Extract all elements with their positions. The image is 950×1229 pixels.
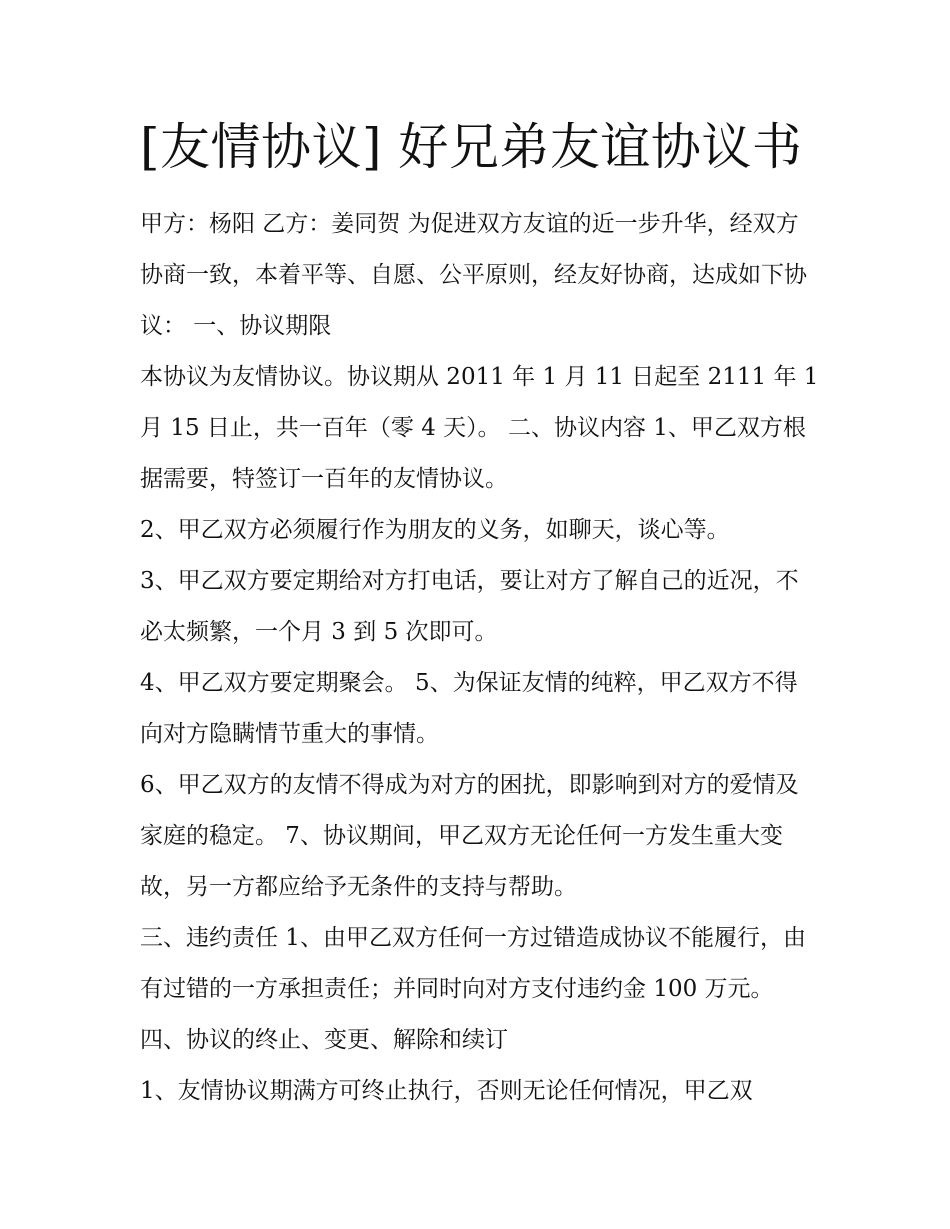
- paragraph-clause-2: 2、甲乙双方必须履行作为朋友的义务，如聊天，谈心等。: [140, 517, 730, 543]
- paragraph-liability: 三、违约责任 1、由甲乙双方任何一方过错造成协议不能履行，由有过错的一方承担责任；并同时向对方支付违约金 100 万元。 四、协议的终止、变更、解除和续订: [140, 925, 806, 1053]
- paragraph-clause-3: 3、甲乙双方要定期给对方打电话，要让对方了解自己的近况，不必太频繁，一个月 3 到 5 次即可。: [140, 568, 799, 645]
- paragraph-clause-6-7: 6、甲乙双方的友情不得成为对方的困扰，即影响到对方的爱情及家庭的稳定。 7、协议期间，甲乙双方无论任何一方发生重大变故，另一方都应给予无条件的支持与帮助。: [140, 772, 799, 900]
- paragraph-termination: 1、友情协议期满方可终止执行，否则无论任何情况，甲乙双: [140, 1078, 753, 1104]
- document-body: [140, 199, 820, 1117]
- document-title: [友情协议] 好兄弟友谊协议书: [140, 118, 803, 176]
- paragraph-clause-4-5: 4、甲乙双方要定期聚会。 5、为保证友情的纯粹，甲乙双方不得向对方隐瞒情节重大的事情。: [140, 670, 798, 747]
- paragraph-parties: 甲方：杨阳 乙方：姜同贺 为促进双方友谊的近一步升华，经双方协商一致，本着平等、自愿、公平原则，经友好协商，达成如下协议： 一、协议期限: [140, 211, 807, 339]
- paragraph-term: 本协议为友情协议。协议期从 2011 年 1 月 11 日起至 2111 年 1 月 15 日止，共一百年（零 4 天）。 二、协议内容 1、甲乙双方根据需要，特签订一百年的友情协议。: [140, 364, 819, 492]
